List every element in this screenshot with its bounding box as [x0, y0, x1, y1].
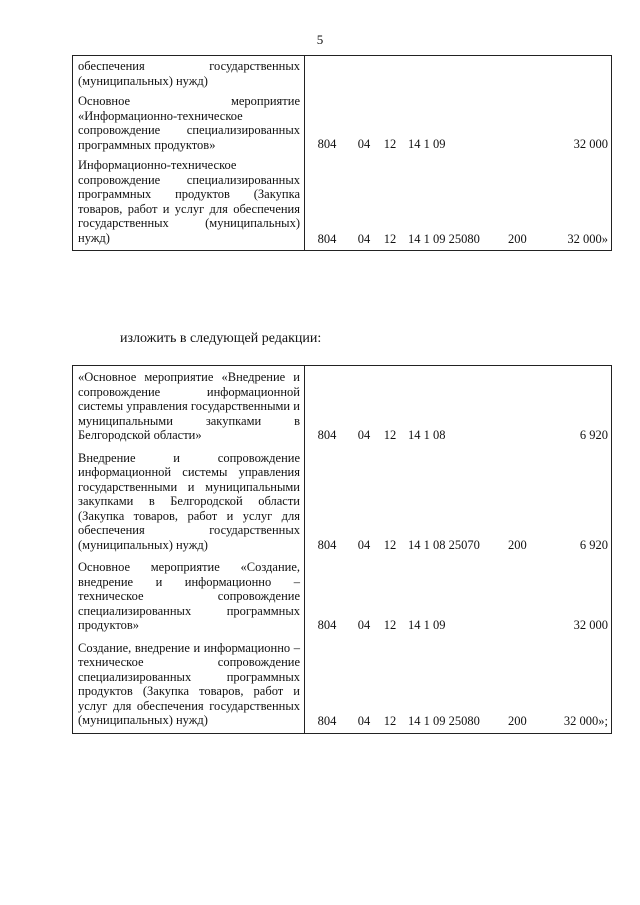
- target-article-code: [401, 56, 508, 92]
- grbs-code: 804: [305, 637, 350, 734]
- row-name: Информационно-техническое сопровождение специализированных программных продуктов (Закупка товаров, работ и услуг для обеспечения государственных (муниципальных) нужд): [73, 155, 305, 251]
- grbs-code: 804: [317, 537, 337, 552]
- table-row: [73, 637, 612, 734]
- section-code: 04: [349, 155, 379, 251]
- section-code: 04: [357, 136, 371, 151]
- expense-type-code: [508, 556, 542, 637]
- section-code: 04: [357, 618, 371, 632]
- section-code: [349, 56, 379, 92]
- row-name: «Основное мероприятие «Внедрение и сопровождение информационной системы управления государственными и муниципальными закупками в Белгородской области»: [73, 366, 305, 447]
- table-row: [73, 155, 612, 251]
- grbs-code: 804: [317, 136, 337, 151]
- subsection-code: 12: [383, 537, 397, 552]
- budget-table-new: [72, 365, 612, 734]
- row-name: Основное мероприятие «Информационно-техническое сопровождение специализированных программных продуктов»: [73, 91, 305, 155]
- target-article-code: 14 1 08 25070: [408, 537, 480, 552]
- target-article-code: 14 1 09 25080: [401, 637, 508, 734]
- table-row: [73, 447, 612, 557]
- subsection-code: 12: [383, 136, 397, 151]
- expense-type-code: 200: [508, 155, 542, 251]
- row-name: Основное мероприятие «Создание, внедрение и информационно – техническое сопровождение специализированных программных продуктов»: [73, 556, 305, 637]
- amount: [542, 56, 612, 92]
- expense-type-code: [508, 56, 542, 92]
- grbs-code: 804: [305, 155, 350, 251]
- amount: 32 000»: [542, 155, 612, 251]
- subsection-code: 12: [379, 637, 401, 734]
- budget-table-old: [72, 55, 612, 251]
- table-row: [73, 556, 612, 637]
- grbs-code: 804: [317, 618, 337, 632]
- subsection-code: 12: [379, 155, 401, 251]
- table-row: [73, 56, 612, 92]
- expense-type-code: [508, 366, 542, 447]
- amount: 32 000: [542, 556, 612, 637]
- target-article-code: 14 1 09: [408, 136, 446, 151]
- target-article-code: 14 1 08: [401, 366, 508, 447]
- page-number: 5: [316, 32, 324, 47]
- subsection-code: 12: [379, 366, 401, 447]
- amount: 6 920: [542, 447, 612, 557]
- intro-text: изложить в следующей редакции:: [120, 331, 322, 346]
- subsection-code: [379, 56, 401, 92]
- grbs-code: 804: [305, 366, 350, 447]
- target-article-code: 14 1 09: [408, 618, 446, 632]
- table-row: [73, 91, 612, 155]
- section-code: 04: [349, 637, 379, 734]
- section-code: 04: [357, 537, 371, 552]
- amount: 32 000»;: [542, 637, 612, 734]
- amount: 6 920: [542, 366, 612, 447]
- target-article-code: 14 1 09 25080: [401, 155, 508, 251]
- expense-type-code: [508, 91, 542, 155]
- subsection-code: 12: [383, 618, 397, 632]
- row-name: обеспечения государственных (муниципальных) нужд): [73, 56, 305, 92]
- grbs-code: [305, 56, 350, 92]
- row-name: Внедрение и сопровождение информационной системы управления государственными и муниципальными закупками в Белгородской области (Закупка товаров, работ и услуг для обеспечения государственных (муниципальных) нужд): [73, 447, 305, 557]
- expense-type-code: 200: [508, 637, 542, 734]
- section-code: 04: [349, 366, 379, 447]
- expense-type-code: 200: [508, 537, 527, 552]
- amount: 32 000: [542, 91, 612, 155]
- row-name: Создание, внедрение и информационно – техническое сопровождение специализированных программных продуктов (Закупка товаров, работ и услуг для обеспечения государственных (муниципальных) нужд): [73, 637, 305, 734]
- table-row: [73, 366, 612, 447]
